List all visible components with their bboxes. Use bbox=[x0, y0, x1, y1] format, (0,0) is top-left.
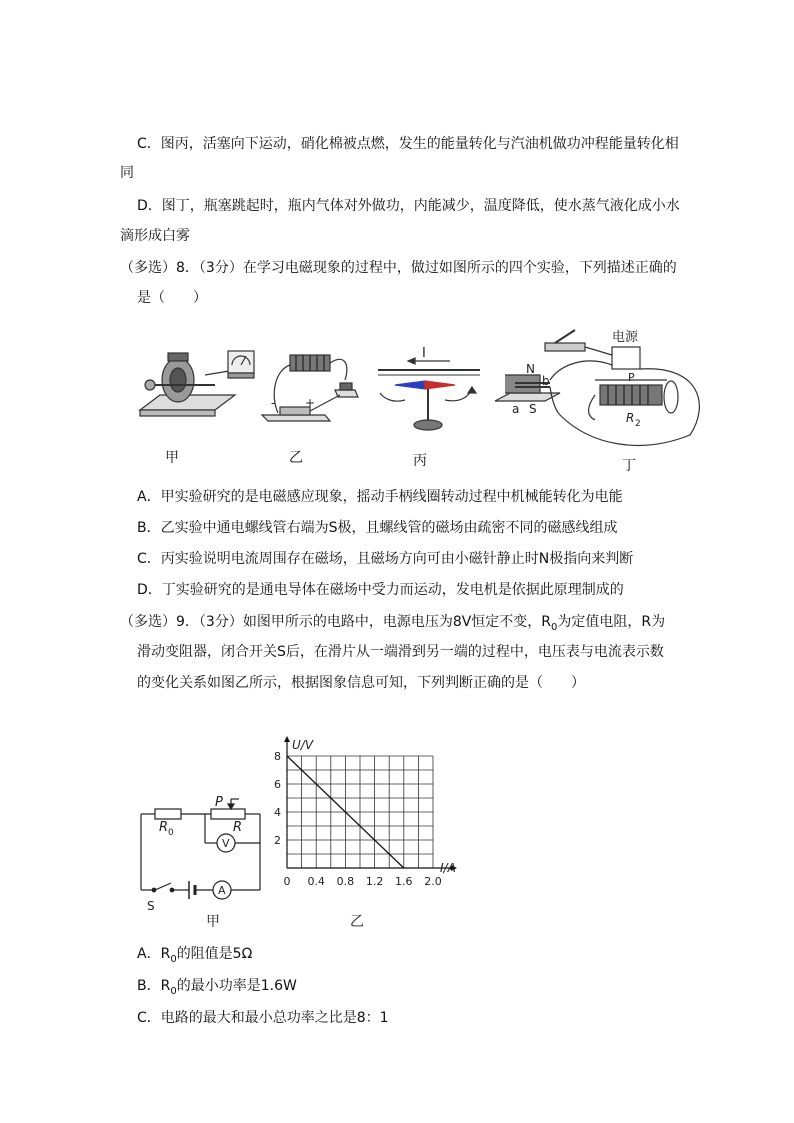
q9-option-a bbox=[137, 944, 252, 970]
figure-yi-solenoid bbox=[262, 355, 358, 421]
ding-power-label: 电源 bbox=[612, 330, 639, 345]
q8-option-b: B．乙实验中通电螺线管右端为S极，且螺线管的磁场由疏密不同的磁感线组成 bbox=[137, 520, 618, 536]
graph-y-label: U/V bbox=[292, 738, 314, 752]
q9-stem-sub: 0 bbox=[551, 621, 558, 633]
y-tick-label: 8 bbox=[274, 750, 281, 763]
bing-current-label: I bbox=[422, 346, 426, 361]
circuit-ammeter-label: A bbox=[218, 884, 226, 897]
figure-label-yi: 乙 bbox=[289, 450, 303, 466]
graph-ticks bbox=[274, 750, 442, 888]
q8-figures bbox=[0, 325, 794, 475]
q8-stem-line2: 是（ ） bbox=[137, 290, 207, 306]
graph-x-label: I/A bbox=[440, 861, 456, 875]
q9-option-b-pre: B．R bbox=[137, 978, 171, 994]
q8-stem-line1: （多选）8．（3分）在学习电磁现象的过程中，做过如图所示的四个实验，下列描述正确的 bbox=[120, 260, 677, 276]
circuit-r0-label: R bbox=[159, 820, 169, 835]
q9-option-a-sub: 0 bbox=[170, 953, 177, 965]
ding-p-label: P bbox=[628, 371, 635, 384]
q9-option-c bbox=[137, 1008, 389, 1028]
circuit-p-label: P bbox=[215, 795, 223, 810]
q9-option-b-post: 的最小功率是1.6W bbox=[176, 978, 297, 994]
figure-jia-generator bbox=[140, 351, 254, 416]
q7-option-c-line2: 同 bbox=[120, 165, 134, 181]
ding-n-label: N bbox=[526, 362, 535, 376]
q9-option-a-pre: A．R bbox=[137, 946, 171, 962]
q9-option-c-pre: C．电路的最大和最小总功率之比是8：1 bbox=[137, 1010, 389, 1026]
x-tick-label: 0 bbox=[283, 875, 291, 888]
figure-label-jia: 甲 bbox=[165, 450, 179, 466]
ding-a-label: a bbox=[512, 402, 520, 416]
q9-option-a-post: 的阻值是5Ω bbox=[176, 946, 253, 962]
x-tick-label: 0.4 bbox=[307, 875, 325, 888]
circuit-r0-sub: 0 bbox=[168, 828, 174, 838]
graph-grid bbox=[287, 756, 433, 868]
yi-minus-label: - bbox=[271, 396, 276, 410]
circuit-r-label: R bbox=[233, 820, 243, 835]
q7-option-d-line1: D．图丁，瓶塞跳起时，瓶内气体对外做功，内能减少，温度降低，使水蒸气液化成小水 bbox=[137, 198, 680, 214]
x-tick-label: 0.8 bbox=[336, 875, 355, 888]
ding-s-label: S bbox=[529, 402, 537, 416]
ding-b-label: b bbox=[542, 374, 550, 388]
q9-stem-line2: 滑动变阻器，闭合开关S后，在滑片从一端滑到另一端的过程中，电压表与电流表示数 bbox=[137, 644, 664, 660]
figure-label-bing: 丙 bbox=[413, 453, 427, 469]
q9-option-b-sub: 0 bbox=[170, 985, 177, 997]
circuit-switch-label: S bbox=[147, 899, 155, 913]
circuit-voltmeter-label: V bbox=[222, 837, 230, 850]
y-tick-label: 2 bbox=[274, 834, 281, 847]
x-tick-label: 1.6 bbox=[395, 875, 413, 888]
x-tick-label: 2.0 bbox=[424, 875, 442, 888]
q9-ui-graph bbox=[265, 733, 465, 943]
q8-option-a: A．甲实验研究的是电磁感应现象，摇动手柄线圈转动过程中机械能转化为电能 bbox=[137, 489, 623, 505]
q9-option-b bbox=[137, 976, 297, 1002]
x-tick-label: 1.2 bbox=[365, 875, 384, 888]
ding-r2-sub: 2 bbox=[635, 419, 641, 429]
q9-stem-line3: 的变化关系如图乙所示，根据图象信息可知，下列判断正确的是（ ） bbox=[137, 675, 585, 691]
q9-stem-line1 bbox=[120, 612, 665, 638]
q8-option-c: C．丙实验说明电流周围存在磁场，且磁场方向可由小磁针静止时N极指向来判断 bbox=[137, 551, 634, 567]
ding-r2-label: R bbox=[626, 411, 635, 425]
graph-caption: 乙 bbox=[350, 914, 364, 930]
figure-bing-oersted bbox=[378, 358, 480, 430]
y-tick-label: 6 bbox=[274, 778, 281, 791]
q8-option-d: D．丁实验研究的是通电导体在磁场中受力而运动，发电机是依据此原理制成的 bbox=[137, 582, 624, 598]
q7-option-d-line2: 滴形成白雾 bbox=[120, 228, 190, 244]
y-tick-label: 4 bbox=[274, 806, 281, 819]
figure-ding-motor bbox=[495, 330, 699, 445]
figure-label-ding: 丁 bbox=[622, 458, 636, 474]
circuit-caption: 甲 bbox=[206, 914, 220, 930]
yi-plus-label: + bbox=[305, 396, 316, 410]
q9-stem-text: （多选）9．（3分）如图甲所示的电路中，电源电压为8V恒定不变，R bbox=[120, 614, 552, 630]
q7-option-c-line1: C．图丙，活塞向下运动，硝化棉被点燃，发生的能量转化与汽油机做功冲程能量转化相 bbox=[137, 136, 679, 152]
q9-stem-tail: 为定值电阻，R为 bbox=[557, 614, 666, 630]
y-axis-arrow bbox=[284, 736, 290, 742]
q9-circuit-diagram bbox=[135, 795, 275, 940]
